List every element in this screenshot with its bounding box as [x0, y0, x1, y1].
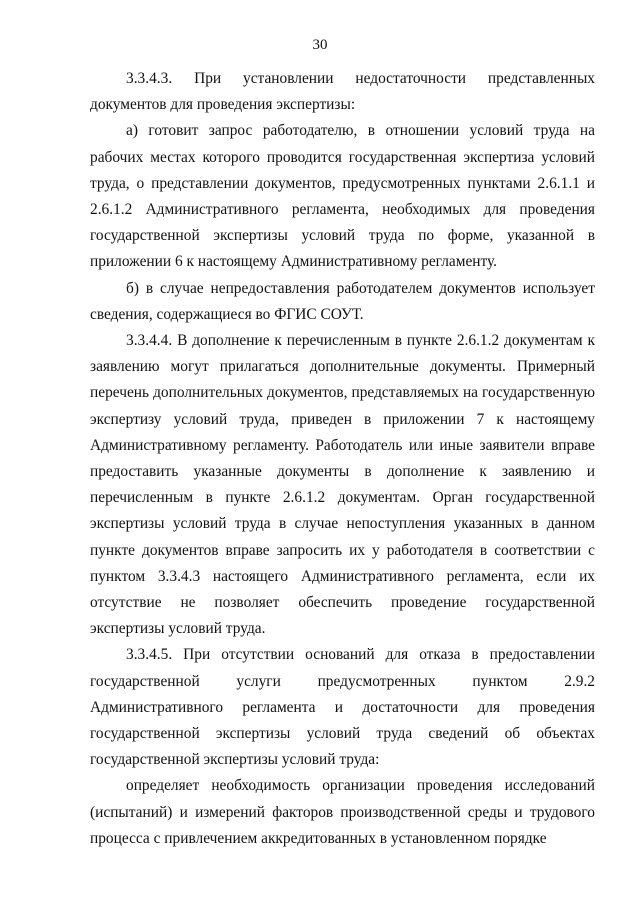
paragraph-3-3-4-4: 3.3.4.4. В дополнение к перечисленным в пункте 2.6.1.2 документам к заявлению могут прилагаться дополнительные документы. Примерный перечень дополнительных документов, представляемых на государственную экспертизу условий труда, приведен в приложении 7 к настоящему Административному регламенту. Работодатель или иные заявители вправе предоставить указанные документы в дополнение к заявлению и перечисленным в пункте 2.6.1.2 документам. Орган государственной экспертизы условий труда в случае непоступления указанных в данном пункте документов вправе запросить их у работодателя в соответствии с пунктом 3.3.4.3 настоящего Административного регламента, если их отсутствие не позволяет обеспечить проведение государственной экспертизы условий труда.: [90, 332, 595, 638]
paragraph-determines: определяет необходимость организации проведения исследований (испытаний) и измерений факторов производственной среды и трудового процесса с привлечением аккредитованных в установленном порядке: [90, 777, 595, 847]
paragraph-item-b: б) в случае непредоставления работодателем документов использует сведения, содержащиеся во ФГИС СОУТ.: [90, 279, 595, 323]
paragraph-item-a: а) готовит запрос работодателю, в отношении условий труда на рабочих местах которого проводится государственная экспертиза условий труда, о представлении документов, предусмотренных пунктами 2.6.1.1 и 2.6.1.2 Административного регламента, необходимых для проведения государственной экспертизы условий труда по форме, указанной в приложении 6 к настоящему Административному регламенту.: [90, 122, 595, 271]
paragraph-3-3-4-3: 3.3.4.3. При установлении недостаточности представленных документов для проведения экспертизы:: [90, 70, 595, 114]
paragraph-3-3-4-5: 3.3.4.5. При отсутствии оснований для отказа в предоставлении государственной услуги предусмотренных пунктом 2.9.2 Административного регламента и достаточности для проведения государственной экспертизы условий труда сведений об объектах государственной экспертизы условий труда:: [90, 646, 595, 769]
document-body: [90, 66, 595, 852]
page-number: 30: [312, 37, 328, 53]
